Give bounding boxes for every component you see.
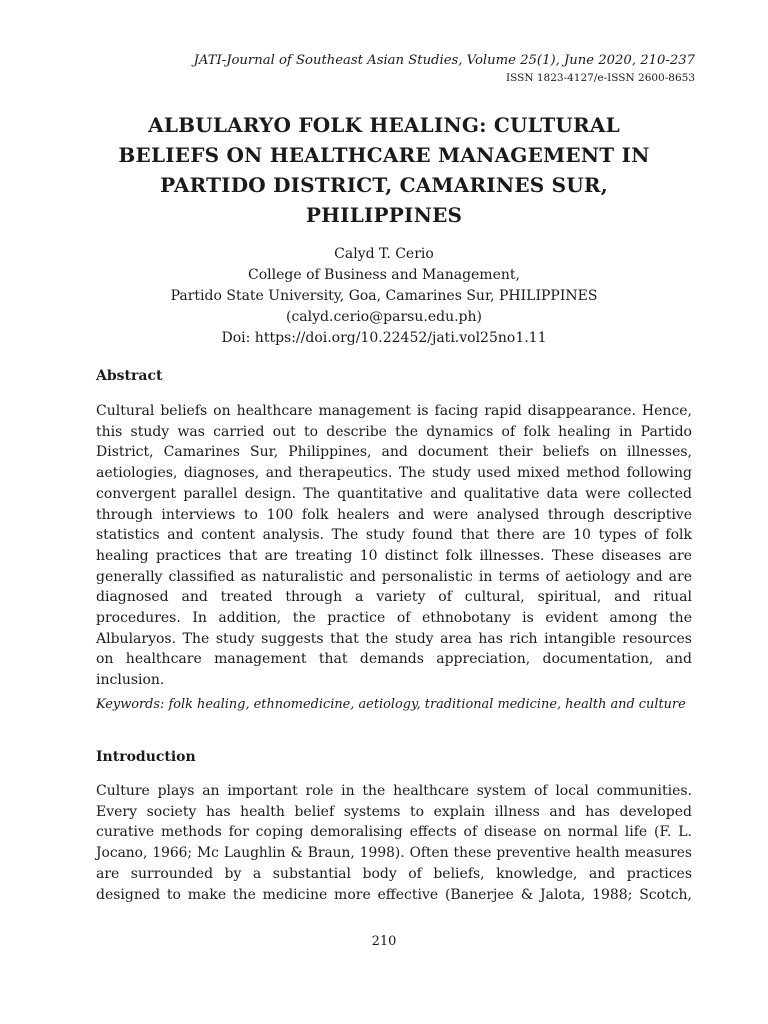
text-line: this study was carried out to describe the dynamics of folk healing in Partido	[96, 423, 692, 440]
introduction-text	[96, 781, 692, 905]
title-line: PHILIPPINES	[305, 203, 463, 227]
text-line: aetiologies, diagnoses, and therapeutics. The study used mixed method following	[96, 465, 692, 482]
paper-title	[60, 110, 708, 230]
text-line: Albularyos. The study suggests that the study area has rich intangible resources	[96, 630, 692, 647]
text-line: through interviews to 100 folk healers and were analysed through descriptive	[96, 506, 692, 523]
author-affiliation: College of Business and Management,	[248, 267, 520, 283]
title-line: BELIEFS ON HEALTHCARE MANAGEMENT IN	[118, 143, 650, 167]
abstract-heading: Abstract	[96, 368, 163, 384]
text-line: diagnosed and treated through a variety of cultural, spiritual, and ritual	[96, 589, 692, 606]
text-line: Jocano, 1966; Mc Laughlin & Braun, 1998). Often these preventive health measures	[96, 845, 692, 862]
journal-header	[194, 52, 695, 85]
page-number: 210	[371, 934, 397, 949]
text-line: Culture plays an important role in the healthcare system of local communities.	[96, 783, 692, 799]
text-line: are surrounded by a substantial body of beliefs, knowledge, and practices	[96, 865, 692, 882]
author-email: (calyd.cerio@parsu.edu.ph)	[286, 309, 482, 325]
title-line: PARTIDO DISTRICT, CAMARINES SUR,	[160, 173, 608, 197]
introduction-heading: Introduction	[96, 749, 196, 765]
abstract-text	[96, 401, 692, 691]
author-block	[0, 244, 768, 349]
journal-citation: JATI-Journal of Southeast Asian Studies, Volume 25(1), June 2020, 210-237	[193, 53, 695, 68]
text-line: convergent parallel design. The quantitative and qualitative data were collected	[96, 485, 692, 502]
keywords-line: Keywords: folk healing, ethnomedicine, aetiology, traditional medicine, health and culture	[96, 697, 686, 712]
text-line: designed to make the medicine more effective (Banerjee & Jalota, 1988; Scotch,	[96, 886, 692, 903]
issn-line: ISSN 1823-4127/e-ISSN 2600-8653	[505, 72, 695, 84]
text-line: curative methods for coping demoralising effects of disease on normal life (F. L.	[96, 824, 692, 841]
text-line: inclusion.	[96, 672, 165, 689]
text-line: Every society has health belief systems to explain illness and has developed	[96, 803, 692, 820]
title-line: ALBULARYO FOLK HEALING: CULTURAL	[148, 113, 620, 137]
text-line: generally classified as naturalistic and personalistic in terms of aetiology and are	[96, 568, 692, 585]
text-line: statistics and content analysis. The study found that there are 10 types of folk	[96, 527, 692, 544]
author-name: Calyd T. Cerio	[334, 246, 434, 262]
text-line: District, Camarines Sur, Philippines, and document their beliefs on illnesses,	[96, 444, 692, 461]
text-line: Cultural beliefs on healthcare management is facing rapid disappearance. Hence,	[96, 403, 692, 419]
author-affiliation: Partido State University, Goa, Camarines Sur, PHILIPPINES	[170, 288, 598, 304]
text-line: on healthcare management that demands appreciation, documentation, and	[96, 651, 692, 668]
doi-line: Doi: https://doi.org/10.22452/jati.vol25no1.11	[221, 330, 547, 346]
text-line: healing practices that are treating 10 distinct folk illnesses. These diseases are	[96, 547, 692, 564]
text-line: procedures. In addition, the practice of ethnobotany is evident among the	[96, 610, 692, 627]
